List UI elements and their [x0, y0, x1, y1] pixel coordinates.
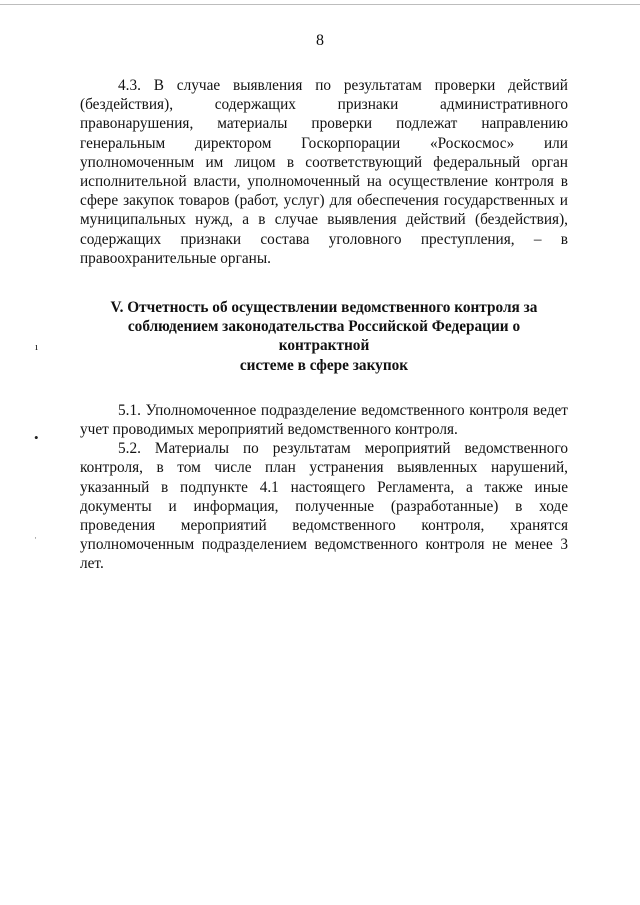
document-body: [80, 76, 568, 574]
paragraph-5-2: 5.2. Материалы по результатам мероприятий ведомственного контроля, в том числе план устранения выявленных нарушений, указанный в подпункте 4.1 настоящего Регламента, а также иные документы и информация, полученные (разработанные) в ходе проведения мероприятий ведомственного контроля, хранятся уполномоченным подразделением ведомственного контроля не менее 3 лет.: [80, 440, 568, 573]
section-heading: [80, 298, 568, 375]
section-heading-line-3: системе в сфере закупок: [239, 356, 409, 374]
scan-speck-mark: ı: [35, 341, 39, 353]
section-heading-line-1: V. Отчетность об осуществлении ведомственного контроля за: [110, 299, 538, 317]
section-heading-line-2: соблюдением законодательства Российской Федерации о контрактной: [127, 318, 521, 355]
scan-speck-mark: •: [34, 430, 39, 445]
page-number: 8: [316, 32, 324, 49]
scan-edge-line: [0, 4, 640, 5]
paragraph-5-1: 5.1. Уполномоченное подразделение ведомственного контроля ведет учет проводимых мероприятий ведомственного контроля.: [80, 401, 568, 439]
scan-speck-mark: ·: [34, 533, 37, 543]
paragraph-4-3: 4.3. В случае выявления по результатам проверки действий (бездействия), содержащих признаки административного правонарушения, материалы проверки подлежат направлению генеральным директором Госкорпорации «Роскосмос» или уполномоченным им лицом в соответствующий федеральный орган исполнительной власти, уполномоченный на осуществление контроля в сфере закупок товаров (работ, услуг) для обеспечения государственных и муниципальных нужд, а в случае выявления действий (бездействия), содержащих признаки состава уголовного преступления, – в правоохранительные органы.: [80, 77, 568, 267]
